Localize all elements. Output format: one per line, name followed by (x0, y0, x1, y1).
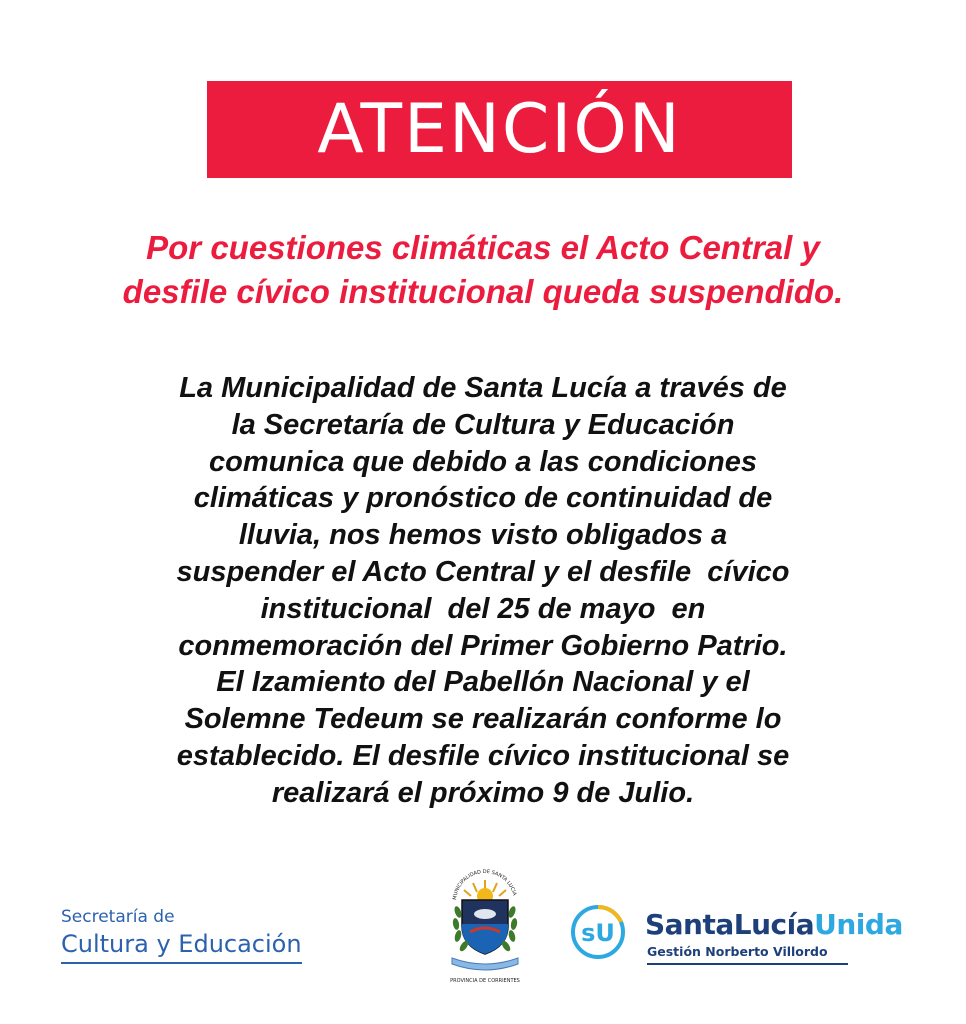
attention-banner (207, 81, 792, 178)
body-line: El Izamiento del Pabellón Nacional y el (216, 666, 750, 699)
banner-title: ATENCIÓN (317, 89, 682, 169)
municipal-crest (440, 862, 530, 984)
secretaria-logo (61, 906, 302, 964)
body-line: conmemoración del Primer Gobierno Patrio. (178, 629, 788, 662)
brand-subtitle: Gestión Norberto Villordo (647, 944, 848, 965)
headline-line: Por cuestiones climáticas el Acto Central y (146, 229, 820, 266)
crest-arc-text: MUNICIPALIDAD DE SANTA LUCIA (452, 868, 518, 901)
body-line: comunica que debido a las condiciones (209, 445, 757, 478)
body-line: Solemne Tedeum se realizarán conforme lo (184, 703, 782, 736)
body-line: La Municipalidad de Santa Lucía a través de (179, 372, 787, 404)
crest-bottom-text: PROVINCIA DE CORRIENTES (450, 978, 520, 984)
body-line: lluvia, nos hemos visto obligados a (238, 519, 728, 552)
body-line: realizará el próximo 9 de Julio. (271, 776, 695, 809)
body-line: suspender el Acto Central y el desfile cívico (176, 555, 790, 588)
announcement-body (0, 370, 966, 812)
headline-line: desfile cívico institucional queda suspendido. (122, 273, 844, 310)
brand-name (645, 908, 903, 942)
secretaria-label: Secretaría de (61, 907, 175, 927)
body-line: institucional del 25 de mayo en (260, 592, 706, 625)
su-monogram-icon (570, 904, 626, 960)
secretaria-name: Cultura y Educación (61, 928, 302, 964)
santa-lucia-unida-logo (570, 900, 930, 970)
brand-name-part1: SantaLucía (645, 908, 815, 941)
headline (0, 226, 966, 314)
coat-of-arms-icon (440, 862, 530, 984)
body-line: la Secretaría de Cultura y Educación (231, 408, 735, 441)
su-monogram-text: sU (581, 919, 615, 947)
body-line: climáticas y pronóstico de continuidad de (193, 482, 773, 515)
body-line: establecido. El desfile cívico institucional se (176, 739, 790, 772)
brand-name-part2: Unida (814, 908, 903, 941)
